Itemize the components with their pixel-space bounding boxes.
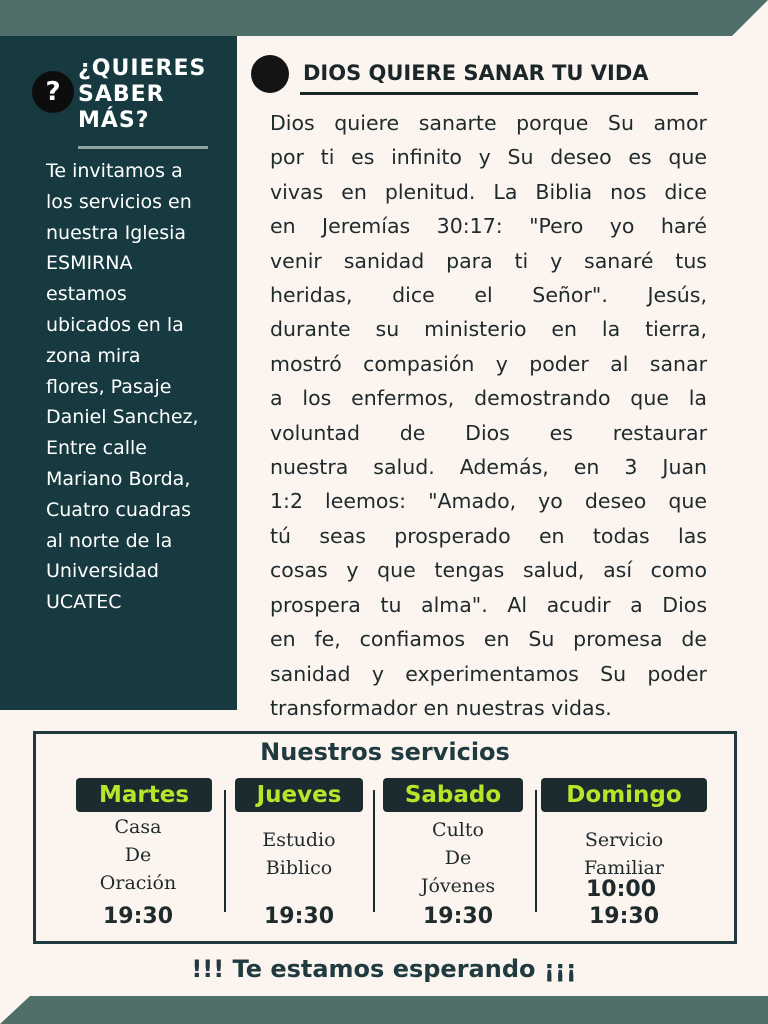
service-line: Oración [99, 872, 177, 894]
day-tag-jueves: Jueves [235, 778, 363, 812]
day-tag-martes: Martes [76, 778, 212, 812]
service-time-martes: 19:30 [102, 904, 174, 929]
invitation-line: estamos [46, 283, 127, 306]
body-line: venir sanidad para ti y sanaré tus [270, 248, 707, 273]
service-description-martes [76, 813, 200, 897]
article-title: DIOS QUIERE SANAR TU VIDA [303, 61, 649, 85]
column-divider [535, 790, 537, 912]
question-mark-icon: ? [32, 71, 74, 113]
top-decorative-band [0, 0, 768, 36]
bottom-decorative-band [0, 996, 768, 1024]
body-line: en Jeremías 30:17: "Pero yo haré [270, 214, 707, 239]
body-line: a los enfermos, demostrando que la [270, 386, 707, 411]
body-line: durante su ministerio en la tierra, [270, 317, 707, 342]
body-line: 1:2 leemos: "Amado, yo deseo que [270, 489, 707, 514]
body-line: en fe, confiamos en Su promesa de [270, 627, 707, 652]
column-divider [373, 790, 375, 912]
invitation-line: los servicios en [46, 190, 192, 213]
body-line: por ti es infinito y Su deseo es que [270, 145, 707, 170]
invitation-line: flores, Pasaje [46, 375, 172, 398]
title-underline [300, 92, 698, 95]
body-line: tú seas prosperado en todas las [270, 523, 707, 548]
body-line: prospera tu alma". Al acudir a Dios [270, 592, 707, 617]
body-line: vivas en plenitud. La Biblia nos dice [270, 179, 707, 204]
invitation-line: Cuatro cuadras [46, 498, 192, 521]
column-divider [224, 790, 226, 912]
service-line: Servicio [584, 829, 664, 851]
service-line: Familiar [584, 857, 664, 879]
sidebar-divider [78, 146, 208, 149]
invitation-line: al norte de la [46, 529, 173, 552]
day-tag-domingo: Domingo [541, 778, 707, 812]
service-time-jueves: 19:30 [263, 904, 335, 929]
invitation-line: Mariano Borda, [46, 467, 191, 490]
invitation-line: ubicados en la [46, 313, 184, 336]
sidebar-heading-line: ¿QUIERES [78, 56, 207, 81]
services-box [33, 731, 737, 944]
invitation-line: ESMIRNA [46, 252, 133, 275]
body-line: nuestra salud. Además, en 3 Juan [270, 455, 707, 480]
invitation-line: zona mira [46, 344, 141, 367]
body-line: mostró compasión y poder al sanar [270, 351, 707, 376]
invitation-line: nuestra Iglesia [46, 221, 187, 244]
body-line: Dios quiere sanarte porque Su amor [270, 111, 707, 135]
body-line: voluntad de Dios es restaurar [270, 420, 707, 445]
sidebar-heading [78, 56, 228, 134]
body-line: cosas y que tengas salud, así como [270, 558, 707, 583]
service-line: De [444, 847, 472, 869]
service-line: Culto [432, 819, 484, 841]
service-line: Jóvenes [420, 875, 496, 897]
service-description-domingo [561, 826, 687, 882]
invitation-line: Universidad [46, 560, 159, 583]
body-line: heridas, dice el Señor". Jesús, [270, 283, 707, 308]
sidebar-heading-line: SABER [78, 82, 165, 107]
sidebar-invitation-text [46, 156, 226, 618]
service-description-jueves [236, 826, 362, 882]
invitation-line: UCATEC [46, 591, 122, 614]
title-bullet-icon [251, 55, 289, 93]
article-body [270, 106, 707, 725]
invitation-line: Entre calle [46, 437, 147, 460]
body-line: transformador en nuestras vidas. [270, 695, 612, 720]
service-extra-time-domingo: 10:00 [585, 877, 657, 902]
footer-message: !!! Te estamos esperando ¡¡¡ [191, 955, 577, 983]
service-line: Biblico [265, 857, 333, 879]
sidebar-heading-line: MÁS? [78, 108, 150, 133]
service-description-sabado [396, 816, 520, 900]
service-time-domingo: 19:30 [588, 904, 660, 929]
services-title: Nuestros servicios [260, 738, 510, 766]
service-line: Estudio [262, 829, 336, 851]
body-line: sanidad y experimentamos Su poder [270, 661, 707, 686]
invitation-line: Daniel Sanchez, [46, 406, 199, 429]
invitation-line: Te invitamos a [46, 160, 183, 182]
service-line: Casa [114, 816, 162, 838]
service-time-sabado: 19:30 [422, 904, 494, 929]
service-line: De [124, 844, 152, 866]
day-tag-sabado: Sabado [383, 778, 523, 812]
